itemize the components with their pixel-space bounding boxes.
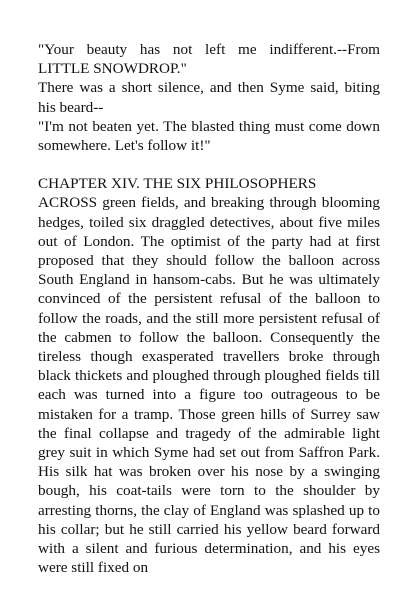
dialogue-paragraph: "I'm not beaten yet. The blasted thing must come down somewhere. Let's follow it!" — [38, 117, 380, 155]
narrative-paragraph: There was a short silence, and then Syme said, biting his beard-- — [38, 79, 380, 116]
quote-paragraph: "Your beauty has not left me indifferent.--From LITTLE SNOWDROP." — [38, 41, 380, 78]
document-page — [38, 40, 380, 577]
paragraph-spacer — [38, 155, 380, 174]
chapter-body-paragraph: ACROSS green fields, and breaking through blooming hedges, toiled six draggled detectives, about five miles out of London. The optimist of the party had at first proposed that they should follow the balloon across South England in hansom-cabs. But he was ultimately convinced of the persistent refusal of the balloon to follow the roads, and the still more persistent refusal of the cabmen to follow the balloon. Consequently the tireless though exasperated travellers broke through black thickets and ploughed through ploughed fields till each was turned into a figure too outrageous to be mistaken for a tramp. Those green hills of Surrey saw the final collapse and tragedy of the admirable light grey suit in which Syme had set out from Saffron Park. His silk hat was broken over his nose by a swinging bough, his coat-tails were torn to the shoulder by arresting thorns, the clay of England was splashed up to his collar; but he still carried his yellow beard forward with a silent and furious determination, and his eyes were still fixed on — [38, 194, 380, 577]
chapter-title: CHAPTER XIV. THE SIX PHILOSOPHERS — [38, 175, 317, 193]
